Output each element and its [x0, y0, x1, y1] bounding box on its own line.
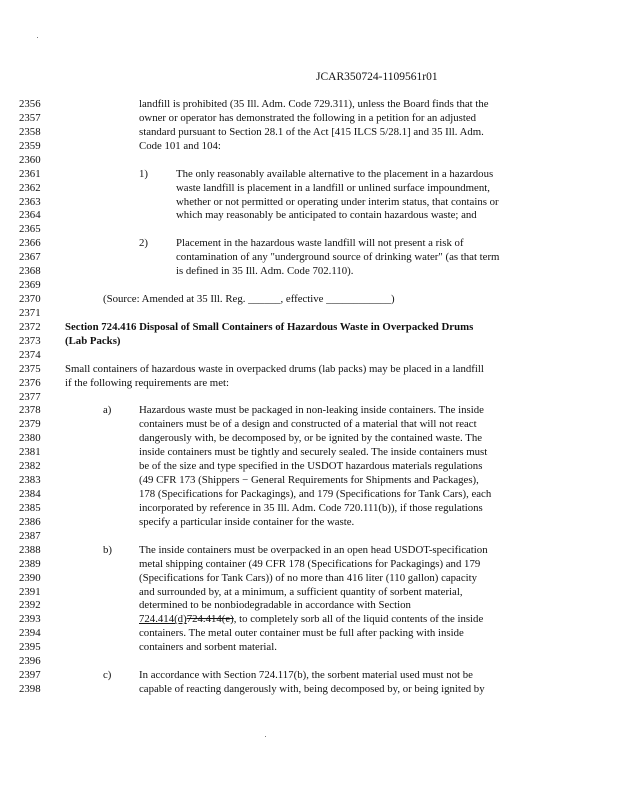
section-heading: (Lab Packs): [65, 334, 121, 347]
document-line: [0, 376, 618, 390]
document-line: [0, 543, 618, 557]
document-line: [0, 640, 618, 654]
document-line: [0, 431, 618, 445]
line-number: 2365: [19, 223, 41, 236]
line-number: 2375: [19, 362, 41, 375]
item-label: a): [103, 404, 112, 417]
line-number: 2392: [19, 599, 41, 612]
line-text: be of the size and type specified in the USDOT hazardous materials regulations: [139, 460, 483, 473]
document-line: [0, 236, 618, 250]
line-number: 2398: [19, 683, 41, 696]
line-text: Code 101 and 104:: [139, 139, 221, 152]
line-text: and surrounded by, at a minimum, a sufficient quantity of sorbent material,: [139, 585, 463, 598]
document-line: [0, 334, 618, 348]
document-line: [0, 571, 618, 585]
item-label: 2): [139, 237, 148, 250]
line-text: determined to be nonbiodegradable in accordance with Section: [139, 599, 411, 612]
document-line: [0, 390, 618, 404]
document-line: [0, 167, 618, 181]
line-number: 2387: [19, 529, 41, 542]
document-line: [0, 668, 618, 682]
section-heading: Section 724.416 Disposal of Small Containers of Hazardous Waste in Overpacked Drums: [65, 320, 474, 333]
line-text: if the following requirements are met:: [65, 376, 229, 389]
line-number: 2376: [19, 376, 41, 389]
line-number: 2384: [19, 488, 41, 501]
line-number: 2395: [19, 641, 41, 654]
line-number: 2359: [19, 139, 41, 152]
line-text: 178 (Specifications for Packagings), and 179 (Specifications for Tank Cars), each: [139, 488, 492, 501]
line-number: 2389: [19, 557, 41, 570]
line-number: 2364: [19, 209, 41, 222]
document-line: [0, 292, 618, 306]
line-number: 2369: [19, 279, 41, 292]
document-line: [0, 598, 618, 612]
document-line: [0, 306, 618, 320]
line-text: incorporated by reference in 35 Ill. Adm. Code 720.111(b)), if those regulations: [139, 501, 483, 514]
document-line: [0, 278, 618, 292]
line-number: 2377: [19, 390, 41, 403]
line-text: which may reasonably be anticipated to contain hazardous waste; and: [176, 209, 477, 222]
document-line: [0, 403, 618, 417]
line-text: Small containers of hazardous waste in overpacked drums (lab packs) may be placed in a landfill: [65, 362, 484, 375]
line-number: 2382: [19, 460, 41, 473]
line-text: standard pursuant to Section 28.1 of the Act [415 ILCS 5/28.1] and 35 Ill. Adm.: [139, 125, 484, 138]
line-number: 2379: [19, 418, 41, 431]
document-line: [0, 557, 618, 571]
line-number: 2357: [19, 111, 41, 124]
document-line: [0, 222, 618, 236]
scan-mark: [37, 37, 38, 38]
line-text: In accordance with Section 724.117(b), the sorbent material used must not be: [139, 669, 473, 682]
item-label: 1): [139, 167, 148, 180]
line-number: 2366: [19, 237, 41, 250]
document-line: [0, 181, 618, 195]
line-text: inside containers must be tightly and securely sealed. The inside containers must: [139, 446, 488, 459]
line-text: , to completely sorb all of the liquid contents of the inside: [233, 613, 484, 626]
line-text: Hazardous waste must be packaged in non-leaking inside containers. The inside: [139, 404, 484, 417]
document-line: [0, 654, 618, 668]
document-line: [0, 125, 618, 139]
document-line: [0, 153, 618, 167]
line-text: contamination of any "underground source of drinking water" (as that term: [176, 251, 500, 264]
document-line: [0, 264, 618, 278]
line-number: 2358: [19, 125, 41, 138]
line-text: [139, 612, 483, 626]
line-number: 2388: [19, 543, 41, 556]
document-line: [0, 97, 618, 111]
line-number: 2378: [19, 404, 41, 417]
line-text: containers. The metal outer container must be full after packing with inside: [139, 627, 464, 640]
document-line: [0, 487, 618, 501]
line-number: 2370: [19, 293, 41, 306]
line-number: 2385: [19, 501, 41, 514]
document-line: [0, 320, 618, 334]
line-number: 2381: [19, 446, 41, 459]
item-label: c): [103, 669, 112, 682]
line-number: 2368: [19, 265, 41, 278]
document-line: [0, 501, 618, 515]
document-line: [0, 111, 618, 125]
line-text: (Specifications for Tank Cars)) of no more than 416 liter (110 gallon) capacity: [139, 571, 478, 584]
document-line: [0, 208, 618, 222]
line-text: dangerously with, be decomposed by, or be ignited by the contained waste. The: [139, 432, 483, 445]
line-number: 2396: [19, 655, 41, 668]
line-number: 2373: [19, 334, 41, 347]
document-line: [0, 250, 618, 264]
line-number: 2362: [19, 181, 41, 194]
document-line: [0, 515, 618, 529]
line-text: capable of reacting dangerously with, being decomposed by, or being ignited by: [139, 683, 485, 696]
item-label: b): [103, 543, 112, 556]
line-number: 2397: [19, 669, 41, 682]
line-number: 2367: [19, 251, 41, 264]
document-line: [0, 529, 618, 543]
line-number: 2361: [19, 167, 41, 180]
line-number: 2383: [19, 474, 41, 487]
document-line: [0, 417, 618, 431]
line-text: specify a particular inside container for the waste.: [139, 515, 355, 528]
line-number: 2394: [19, 627, 41, 640]
line-text: containers must be of a design and constructed of a material that will not react: [139, 418, 477, 431]
line-number: 2380: [19, 432, 41, 445]
line-number: 2371: [19, 306, 41, 319]
document-line: [0, 195, 618, 209]
line-text: whether or not permitted or operating under interim status, that contains or: [176, 195, 499, 208]
document-line: [0, 445, 618, 459]
line-number: 2386: [19, 515, 41, 528]
document-line: [0, 459, 618, 473]
line-text: is defined in 35 Ill. Adm. Code 702.110).: [176, 265, 354, 278]
line-text: landfill is prohibited (35 Ill. Adm. Code 729.311), unless the Board finds that the: [139, 98, 489, 110]
line-text: metal shipping container (49 CFR 178 (Specifications for Packagings) and 179: [139, 557, 481, 570]
line-text: owner or operator has demonstrated the following in a petition for an adjusted: [139, 111, 477, 124]
inserted-text: 724.414(d): [139, 613, 187, 626]
document-line: [0, 585, 618, 599]
line-text: The only reasonably available alternative to the placement in a hazardous: [176, 167, 494, 180]
line-text: waste landfill is placement in a landfill or unlined surface impoundment,: [176, 181, 490, 194]
document-line: [0, 682, 618, 696]
deleted-text: 724.414(e): [186, 613, 234, 626]
line-number: 2363: [19, 195, 41, 208]
line-number: 2356: [19, 98, 41, 110]
document-id-header: JCAR350724-1109561r01: [316, 71, 438, 83]
line-text: containers and sorbent material.: [139, 641, 277, 654]
document-line: [0, 626, 618, 640]
document-line: [0, 139, 618, 153]
line-text: (49 CFR 173 (Shippers − General Requirements for Shipments and Packages),: [139, 474, 479, 487]
line-number: 2360: [19, 153, 41, 166]
line-text: Placement in the hazardous waste landfill will not present a risk of: [176, 237, 464, 250]
scan-mark: [265, 736, 266, 737]
document-line: [0, 473, 618, 487]
document-line: [0, 348, 618, 362]
line-number: 2374: [19, 348, 41, 361]
line-number: 2390: [19, 571, 41, 584]
document-line: [0, 362, 618, 376]
line-text: The inside containers must be overpacked in an open head USDOT-specification: [139, 543, 488, 556]
line-number: 2391: [19, 585, 41, 598]
document-line: [0, 612, 618, 626]
line-number: 2372: [19, 320, 41, 333]
line-text: (Source: Amended at 35 Ill. Reg. ______, effective ____________): [103, 293, 395, 306]
line-number: 2393: [19, 613, 41, 626]
